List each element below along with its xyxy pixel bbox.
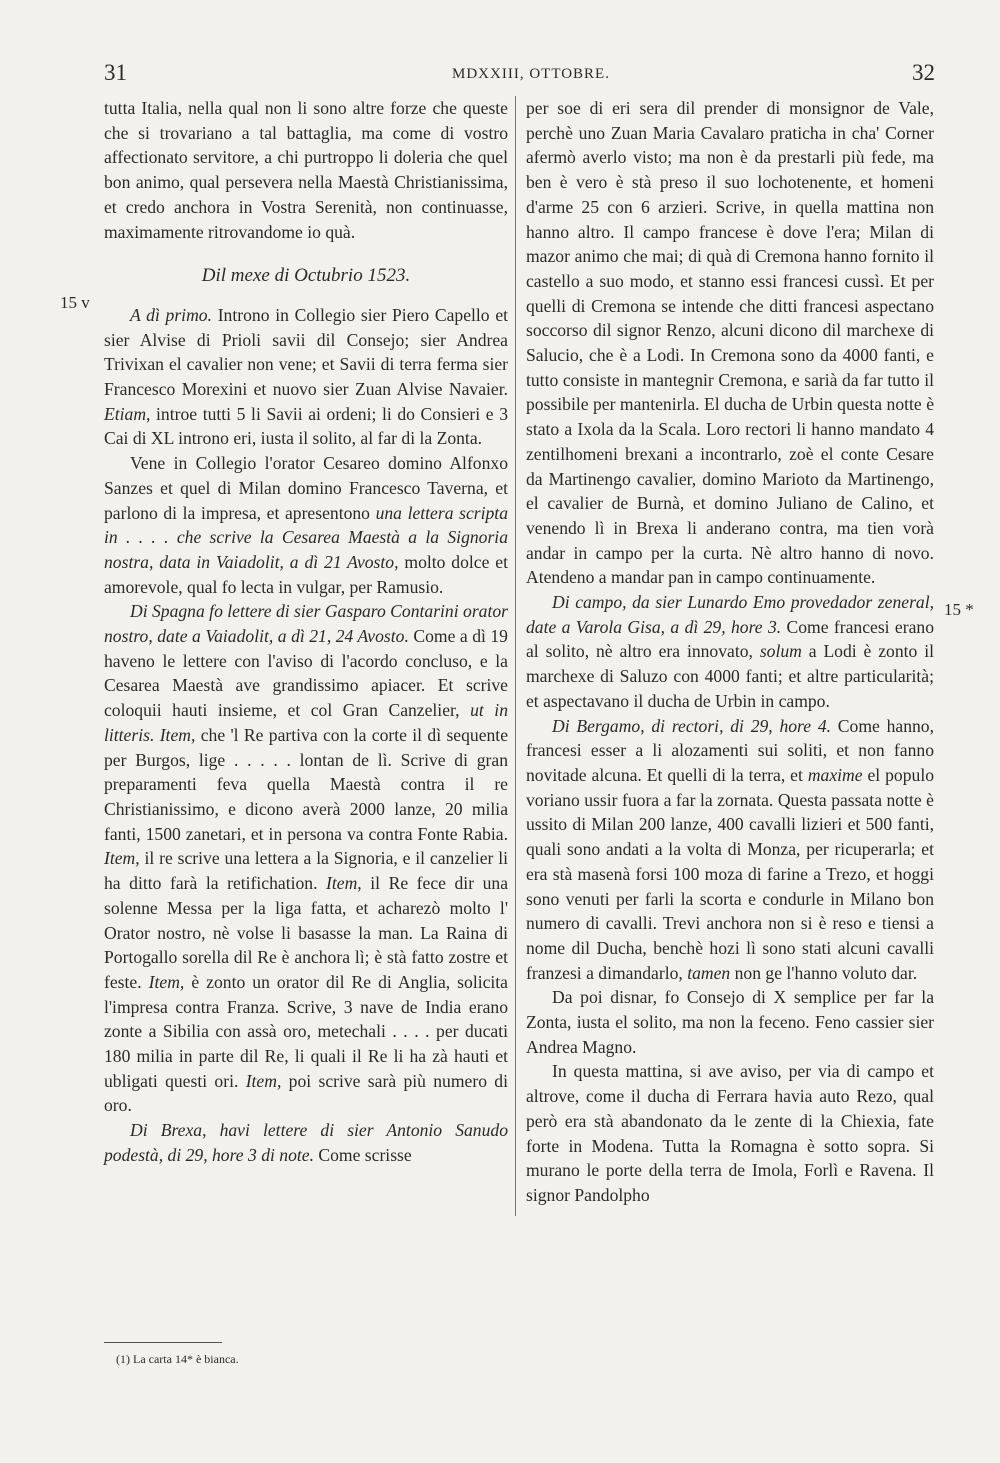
paragraph: In questa mattina, si ave aviso, per via di campo et altrove, come il ducha di Ferrara havia auto Rezo, qual però era stà abandonato da le zente di la Chiexia, fate forte in Modena. Tutta la Romagna è sotto sopra. Si murano le porte della terra de Imola, Forlì e Ravena. Il signor Pandolpho — [526, 1061, 934, 1205]
margin-folio-left: 15 v — [60, 293, 90, 312]
left-column — [104, 96, 508, 1168]
right-column — [526, 96, 934, 1208]
paragraph: Da poi disnar, fo Consejo di X semplice per far la Zonta, iusta el solito, ma non la feceno. Feno cassier sier Andrea Magno. — [526, 987, 934, 1057]
footnote: (1) La carta 14* è bianca. — [116, 1352, 239, 1366]
margin-folio-right: 15 * — [944, 600, 974, 619]
paragraph: Di Bergamo, di rectori, di 29, hore 4. Come hanno, francesi esser a li alozamenti sui soliti, et non fanno novitade alcuna. Et quelli di la terra, et maxime el populo voriano ussir fuora a far la zornata. Questa passata notte è ussito di Milan 200 lanze, 400 cavalli lizieri et 500 fanti, quali sono andati a la volta di Monza, per ricuperarla; et era stà masenà forsi 100 moza di farine a Trezo, et hoggi sono venuti per farli la scorta e condurle in Milano bon numero di cavalli. Trevi anchora non si è reso e tiensi a nome dil Ducha, benchè hozi lì sono stati alcuni cavalli franzesi a dimandarlo, tamen non ge l'hanno voluto dar. — [526, 715, 934, 983]
paragraph: tutta Italia, nella qual non li sono altre forze che queste che si trovariano a tal battaglia, ma come di vostro affectionato servitore, a chi purtroppo li doleria che quel bon animo, qual persevera nella Maestà Christianissima, et credo anchora in Vostra Serenità, non continuasse, maximamente ritrovandome io quà. — [104, 98, 508, 242]
running-header — [0, 60, 1000, 90]
page-number-right: 32 — [912, 60, 935, 85]
paragraph: Vene in Collegio l'orator Cesareo domino Alfonxo Sanzes et quel di Milan domino Francesco Taverna, et parlono di la impresa, et apresentono una lettera scripta in . . . . che scrive la Cesarea Maestà a la Signoria nostra, data in Vaiadolit, a dì 21 Avosto, molto dolce et amorevole, qual fo lecta in vulgar, per Ramusio. — [104, 453, 508, 597]
running-title: MDXXIII, OTTOBRE. — [452, 66, 610, 82]
paragraph: Di Brexa, havi lettere di sier Antonio Sanudo podestà, di 29, hore 3 di note. Come scrisse — [104, 1120, 508, 1165]
column-divider — [515, 96, 516, 1216]
footnote-rule — [104, 1342, 222, 1343]
paragraph: Di campo, da sier Lunardo Emo provedador zeneral, date a Varola Gisa, a dì 29, hore 3. Come francesi erano al solito, nè altro era innovato, solum a Lodi è zonto il marchexe di Saluzo con 4000 fanti; et altre particularità; et aspectavano il ducha de Urbin in campo. — [526, 592, 934, 711]
paragraph: per soe di eri sera dil prender di monsignor de Vale, perchè uno Zuan Maria Cavalaro praticha in cha' Corner afermò averlo visto; ma non è da prestarli più fede, ma ben è vero è stà preso il suo lochotenente, et homeni d'arme 25 con 6 arzieri. Scrive, in quella mattina non hanno altro. Il campo francese è dove l'era; Milan di mazor animo che mai; di quà di Cremona hanno fornito il castello a suo modo, et stanno essi francesi cussì. Et per quelli di Cremona se intende che ditti francesi aspectano soccorso dil signor Renzo, alcuni dicono dil marchexe di Salucio, che è a Lodi. In Cremona sono da 4000 fanti, e tutto consiste in mantegnir Cremona, e sarià da far tutto il possibile per mantenirla. El ducha de Urbin questa notte è stato a Ixola da la Scala. Loro rectori li hanno mandato 4 zentilhomeni brexani a incontrarlo, zoè el conte Cesare da Martinengo cavalier, domino Marioto da Martinengo, el cavalier de Burnà, et domino Juliano de Calino, et venendo lì in Brexa li anderano contra, ma tien vorà andar in campo per la curta. Nè altro hanno di novo. Atendeno a mandar pan in campo continuamente. — [526, 98, 934, 588]
paragraph: Di Spagna fo lettere di sier Gasparo Contarini orator nostro, date a Vaiadolit, a dì 21, 24 Avosto. Come a dì 19 haveno le lettere con l'aviso di l'acordo concluso, e la Cesarea Maestà ave grandissimo apiacer. Et scrive coloquii hauti insieme, et col Gran Canzelier, ut in litteris. Item, che 'l Re partiva con la corte il dì sequente per Burgos, lige . . . . . lontan de lì. Scrive di gran preparamenti feva quella Maestà contra il re Christianissimo, e dicono averà 2000 lanze, 20 milia fanti, 1500 zanetari, et in persona va contra Fonte Rabia. Item, il re scrive una lettera a la Signoria, e il canzelier li ha ditto farà la retifichation. Item, il Re fece dir una solenne Messa per la liga fatta, et acharezò molto l' Orator nostro, nè volse li basasse la man. La Raina di Portogallo sorella dil Re è anchora lì; è stà fatto zostre et feste. Item, è zonto un orator dil Re di Anglia, solicita l'impresa contra Franza. Scrive, 3 nave de India erano zonte a Sibilia con assà oro, metechali . . . . per ducati 180 milia in parte dil Re, li quali il Re li ha zà hauti et ubligati questi ori. Item, poi scrive sarà più numero di oro. — [104, 601, 509, 1116]
page-number-left: 31 — [104, 60, 127, 85]
section-heading: Dil mexe di Octubrio 1523. — [201, 265, 411, 287]
paragraph: A dì primo. Introno in Collegio sier Piero Capello et sier Alvise di Prioli savii dil Consejo; sier Andrea Trivixan el cavalier non vene; et Savii di terra ferma sier Francesco Morexini et nuovo sier Zuan Alvise Navaier. Etiam, introe tutti 5 li Savii ai ordeni; li do Consieri e 3 Cai di XL introno eri, iusta il solito, al far di la Zonta. — [104, 304, 509, 449]
